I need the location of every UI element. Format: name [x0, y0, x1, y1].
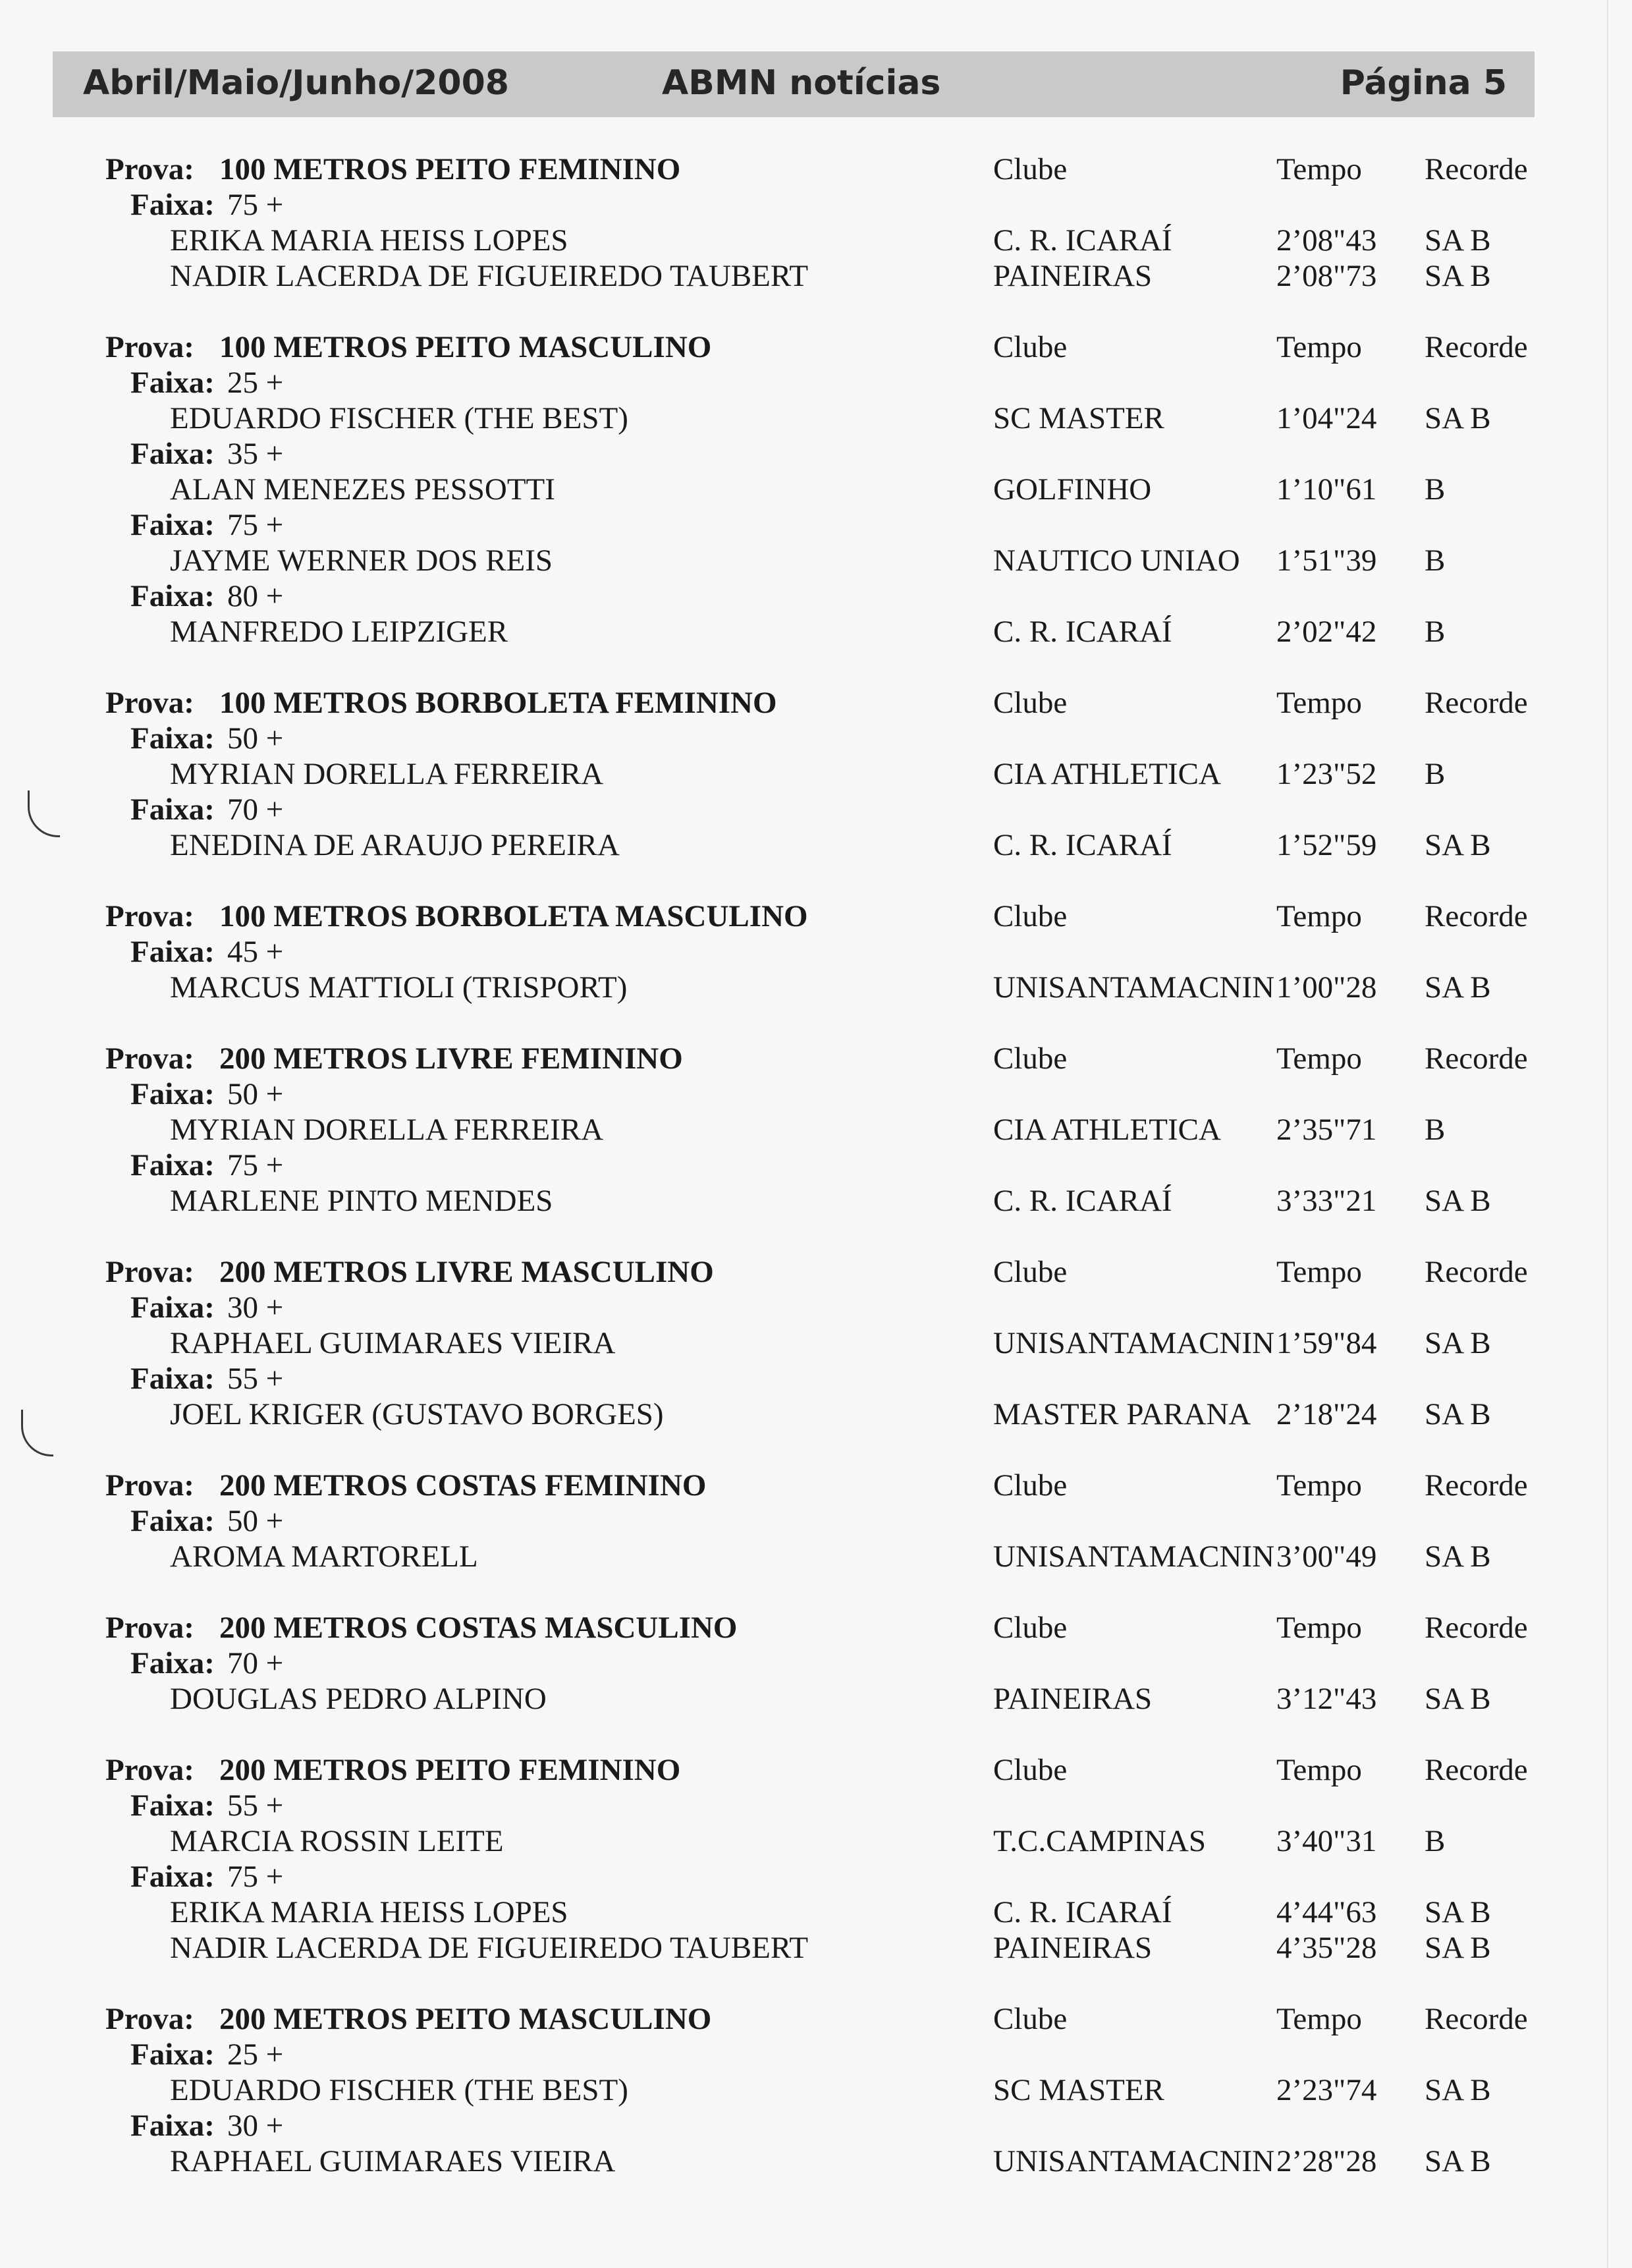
swimmer-name: MARCUS MATTIOLI (TRISPORT): [170, 970, 628, 1005]
column-header-clube: Clube: [993, 1255, 1068, 1289]
column-header-recorde: Recorde: [1425, 2002, 1528, 2036]
swimmer-name: MYRIAN DORELLA FERREIRA: [170, 1113, 604, 1147]
column-header-clube: Clube: [993, 330, 1068, 364]
faixa-label: Faixa:: [130, 1788, 215, 1823]
faixa-label: Faixa:: [130, 1077, 215, 1111]
column-header-tempo: Tempo: [1276, 2002, 1362, 2036]
age-group-row: [0, 1148, 1632, 1183]
club-name: CIA ATHLETICA: [993, 1113, 1221, 1147]
event-block: [0, 152, 1632, 294]
swim-time: 1’23"52: [1276, 757, 1377, 791]
swimmer-name: EDUARDO FISCHER (THE BEST): [170, 2073, 628, 2107]
club-name: UNISANTAMACNIN: [993, 2144, 1275, 2178]
event-spacer: [0, 1219, 1632, 1254]
age-group-row: [0, 1361, 1632, 1397]
age-group-row: [0, 1503, 1632, 1539]
column-header-tempo: Tempo: [1276, 152, 1362, 186]
swimmer-name: ERIKA MARIA HEISS LOPES: [170, 223, 568, 258]
record-code: SA B: [1425, 259, 1491, 293]
age-group-row: [0, 792, 1632, 827]
result-row: [0, 1397, 1632, 1432]
event-header: [0, 152, 1632, 187]
swimmer-name: RAPHAEL GUIMARAES VIEIRA: [170, 1326, 616, 1360]
result-row: [0, 2072, 1632, 2108]
event-header: [0, 2001, 1632, 2037]
record-code: SA B: [1425, 401, 1491, 435]
swim-time: 3’00"49: [1276, 1539, 1377, 1574]
swim-time: 3’12"43: [1276, 1682, 1377, 1716]
club-name: NAUTICO UNIAO: [993, 543, 1240, 578]
prova-label: Prova:: [105, 899, 194, 933]
club-name: C. R. ICARAÍ: [993, 1184, 1172, 1218]
event-name: 100 METROS BORBOLETA MASCULINO: [219, 899, 808, 933]
result-row: [0, 223, 1632, 258]
prova-label: Prova:: [105, 1611, 194, 1645]
event-spacer: [0, 1005, 1632, 1041]
prova-label: Prova:: [105, 1255, 194, 1289]
faixa-label: Faixa:: [130, 935, 215, 969]
faixa-label: Faixa:: [130, 1504, 215, 1538]
swim-time: 2’35"71: [1276, 1113, 1377, 1147]
column-header-recorde: Recorde: [1425, 1753, 1528, 1787]
swim-time: 2’18"24: [1276, 1397, 1377, 1431]
prova-label: Prova:: [105, 152, 194, 186]
header-date: Abril/Maio/Junho/2008: [83, 63, 509, 103]
event-header: [0, 685, 1632, 721]
club-name: C. R. ICARAÍ: [993, 1895, 1172, 1929]
event-name: 100 METROS PEITO FEMININO: [219, 152, 681, 186]
record-code: SA B: [1425, 1539, 1491, 1574]
header-title: ABMN notícias: [662, 63, 941, 103]
result-row: [0, 1325, 1632, 1361]
club-name: PAINEIRAS: [993, 1682, 1153, 1716]
event-name: 100 METROS BORBOLETA FEMININO: [219, 686, 777, 720]
age-group-value: 75 +: [227, 508, 284, 542]
swim-time: 1’59"84: [1276, 1326, 1377, 1360]
event-block: [0, 1254, 1632, 1432]
age-group-row: [0, 507, 1632, 543]
event-block: [0, 1468, 1632, 1574]
faixa-label: Faixa:: [130, 1646, 215, 1680]
column-header-clube: Clube: [993, 1611, 1068, 1645]
swim-time: 4’44"63: [1276, 1895, 1377, 1929]
swimmer-name: EDUARDO FISCHER (THE BEST): [170, 401, 628, 435]
age-group-row: [0, 934, 1632, 970]
record-code: SA B: [1425, 1326, 1491, 1360]
record-code: SA B: [1425, 1184, 1491, 1218]
age-group-row: [0, 1290, 1632, 1325]
event-block: [0, 1752, 1632, 1966]
swim-time: 4’35"28: [1276, 1931, 1377, 1965]
age-group-row: [0, 721, 1632, 756]
swimmer-name: DOUGLAS PEDRO ALPINO: [170, 1682, 547, 1716]
result-row: [0, 2144, 1632, 2179]
faixa-label: Faixa:: [130, 437, 215, 471]
swimmer-name: AROMA MARTORELL: [170, 1539, 478, 1574]
column-header-tempo: Tempo: [1276, 1255, 1362, 1289]
record-code: SA B: [1425, 970, 1491, 1005]
age-group-value: 35 +: [227, 437, 284, 471]
club-name: GOLFINHO: [993, 472, 1152, 507]
page-edge: [1607, 0, 1608, 2268]
prova-label: Prova:: [105, 330, 194, 364]
age-group-value: 50 +: [227, 1504, 284, 1538]
column-header-clube: Clube: [993, 152, 1068, 186]
club-name: UNISANTAMACNIN: [993, 1326, 1275, 1360]
faixa-label: Faixa:: [130, 1290, 215, 1325]
column-header-tempo: Tempo: [1276, 899, 1362, 933]
column-header-clube: Clube: [993, 899, 1068, 933]
swimmer-name: MANFREDO LEIPZIGER: [170, 615, 508, 649]
record-code: SA B: [1425, 223, 1491, 258]
swimmer-name: ERIKA MARIA HEISS LOPES: [170, 1895, 568, 1929]
swim-time: 2’08"73: [1276, 259, 1377, 293]
event-name: 200 METROS LIVRE MASCULINO: [219, 1255, 714, 1289]
event-name: 200 METROS COSTAS MASCULINO: [219, 1611, 738, 1645]
result-row: [0, 1539, 1632, 1574]
event-name: 200 METROS COSTAS FEMININO: [219, 1468, 707, 1503]
age-group-value: 55 +: [227, 1362, 284, 1396]
record-code: B: [1425, 757, 1446, 791]
club-name: C. R. ICARAÍ: [993, 615, 1172, 649]
swimmer-name: MARLENE PINTO MENDES: [170, 1184, 553, 1218]
swim-time: 1’04"24: [1276, 401, 1377, 435]
age-group-value: 70 +: [227, 1646, 284, 1680]
result-row: [0, 614, 1632, 650]
club-name: SC MASTER: [993, 2073, 1164, 2107]
column-header-tempo: Tempo: [1276, 1041, 1362, 1076]
club-name: SC MASTER: [993, 401, 1164, 435]
club-name: C. R. ICARAÍ: [993, 223, 1172, 258]
column-header-recorde: Recorde: [1425, 1468, 1528, 1503]
prova-label: Prova:: [105, 686, 194, 720]
faixa-label: Faixa:: [130, 1148, 215, 1182]
age-group-value: 75 +: [227, 1860, 284, 1894]
swim-time: 1’52"59: [1276, 828, 1377, 862]
faixa-label: Faixa:: [130, 1860, 215, 1894]
faixa-label: Faixa:: [130, 579, 215, 613]
swim-time: 3’33"21: [1276, 1184, 1377, 1218]
faixa-label: Faixa:: [130, 1362, 215, 1396]
record-code: SA B: [1425, 1931, 1491, 1965]
swim-time: 1’51"39: [1276, 543, 1377, 578]
record-code: B: [1425, 543, 1446, 578]
age-group-row: [0, 1788, 1632, 1823]
club-name: UNISANTAMACNIN: [993, 970, 1275, 1005]
result-row: [0, 1895, 1632, 1930]
column-header-recorde: Recorde: [1425, 686, 1528, 720]
age-group-value: 45 +: [227, 935, 284, 969]
column-header-tempo: Tempo: [1276, 1753, 1362, 1787]
age-group-row: [0, 1646, 1632, 1681]
event-spacer: [0, 1717, 1632, 1752]
record-code: SA B: [1425, 1895, 1491, 1929]
column-header-clube: Clube: [993, 1468, 1068, 1503]
age-group-row: [0, 187, 1632, 223]
result-row: [0, 472, 1632, 507]
event-name: 100 METROS PEITO MASCULINO: [219, 330, 712, 364]
record-code: B: [1425, 615, 1446, 649]
event-block: [0, 2001, 1632, 2179]
result-row: [0, 1112, 1632, 1148]
header-page-number: Página 5: [1340, 63, 1507, 103]
age-group-row: [0, 1859, 1632, 1895]
event-name: 200 METROS PEITO MASCULINO: [219, 2002, 712, 2036]
column-header-recorde: Recorde: [1425, 330, 1528, 364]
age-group-row: [0, 2108, 1632, 2144]
age-group-row: [0, 578, 1632, 614]
result-row: [0, 1681, 1632, 1717]
result-row: [0, 401, 1632, 436]
column-header-clube: Clube: [993, 1041, 1068, 1076]
club-name: MASTER PARANA: [993, 1397, 1251, 1431]
age-group-value: 75 +: [227, 188, 284, 222]
event-spacer: [0, 1966, 1632, 2001]
record-code: SA B: [1425, 828, 1491, 862]
swim-time: 2’02"42: [1276, 615, 1377, 649]
swim-time: 1’10"61: [1276, 472, 1377, 507]
swimmer-name: JOEL KRIGER (GUSTAVO BORGES): [170, 1397, 664, 1431]
event-header: [0, 1752, 1632, 1788]
column-header-clube: Clube: [993, 1753, 1068, 1787]
faixa-label: Faixa:: [130, 792, 215, 827]
record-code: SA B: [1425, 2073, 1491, 2107]
event-name: 200 METROS LIVRE FEMININO: [219, 1041, 683, 1076]
faixa-label: Faixa:: [130, 366, 215, 400]
column-header-recorde: Recorde: [1425, 152, 1528, 186]
event-header: [0, 1610, 1632, 1646]
age-group-row: [0, 2037, 1632, 2072]
column-header-recorde: Recorde: [1425, 1611, 1528, 1645]
event-header: [0, 899, 1632, 934]
record-code: SA B: [1425, 2144, 1491, 2178]
event-block: [0, 1041, 1632, 1219]
column-header-tempo: Tempo: [1276, 1468, 1362, 1503]
swimmer-name: ALAN MENEZES PESSOTTI: [170, 472, 555, 507]
result-row: [0, 1823, 1632, 1859]
faixa-label: Faixa:: [130, 2109, 215, 2143]
event-spacer: [0, 863, 1632, 899]
column-header-recorde: Recorde: [1425, 1255, 1528, 1289]
event-header: [0, 1041, 1632, 1076]
swimmer-name: RAPHAEL GUIMARAES VIEIRA: [170, 2144, 616, 2178]
prova-label: Prova:: [105, 1468, 194, 1503]
column-header-tempo: Tempo: [1276, 330, 1362, 364]
club-name: PAINEIRAS: [993, 1931, 1153, 1965]
club-name: PAINEIRAS: [993, 259, 1153, 293]
event-header: [0, 329, 1632, 365]
age-group-value: 70 +: [227, 792, 284, 827]
result-row: [0, 970, 1632, 1005]
record-code: B: [1425, 1824, 1446, 1858]
record-code: SA B: [1425, 1397, 1491, 1431]
swim-time: 2’23"74: [1276, 2073, 1377, 2107]
swimmer-name: JAYME WERNER DOS REIS: [170, 543, 553, 578]
club-name: T.C.CAMPINAS: [993, 1824, 1206, 1858]
record-code: SA B: [1425, 1682, 1491, 1716]
event-spacer: [0, 1574, 1632, 1610]
swimmer-name: ENEDINA DE ARAUJO PEREIRA: [170, 828, 620, 862]
event-spacer: [0, 294, 1632, 329]
age-group-value: 25 +: [227, 2037, 284, 2072]
age-group-value: 50 +: [227, 721, 284, 756]
result-row: [0, 1183, 1632, 1219]
column-header-recorde: Recorde: [1425, 899, 1528, 933]
age-group-row: [0, 1076, 1632, 1112]
column-header-recorde: Recorde: [1425, 1041, 1528, 1076]
club-name: C. R. ICARAÍ: [993, 828, 1172, 862]
age-group-value: 80 +: [227, 579, 284, 613]
age-group-value: 50 +: [227, 1077, 284, 1111]
event-block: [0, 329, 1632, 650]
prova-label: Prova:: [105, 1753, 194, 1787]
club-name: UNISANTAMACNIN: [993, 1539, 1275, 1574]
age-group-row: [0, 436, 1632, 472]
event-block: [0, 899, 1632, 1005]
record-code: B: [1425, 1113, 1446, 1147]
result-row: [0, 1930, 1632, 1966]
swimmer-name: NADIR LACERDA DE FIGUEIREDO TAUBERT: [170, 259, 809, 293]
result-row: [0, 543, 1632, 578]
event-header: [0, 1254, 1632, 1290]
swimmer-name: MYRIAN DORELLA FERREIRA: [170, 757, 604, 791]
column-header-clube: Clube: [993, 686, 1068, 720]
prova-label: Prova:: [105, 1041, 194, 1076]
age-group-value: 75 +: [227, 1148, 284, 1182]
age-group-value: 25 +: [227, 366, 284, 400]
column-header-clube: Clube: [993, 2002, 1068, 2036]
results-list: [0, 152, 1632, 2179]
faixa-label: Faixa:: [130, 721, 215, 756]
faixa-label: Faixa:: [130, 188, 215, 222]
faixa-label: Faixa:: [130, 2037, 215, 2072]
swim-time: 2’08"43: [1276, 223, 1377, 258]
column-header-tempo: Tempo: [1276, 686, 1362, 720]
swim-time: 2’28"28: [1276, 2144, 1377, 2178]
event-block: [0, 1610, 1632, 1717]
age-group-value: 30 +: [227, 2109, 284, 2143]
swimmer-name: MARCIA ROSSIN LEITE: [170, 1824, 504, 1858]
result-row: [0, 258, 1632, 294]
age-group-row: [0, 365, 1632, 401]
event-block: [0, 685, 1632, 863]
faixa-label: Faixa:: [130, 508, 215, 542]
event-header: [0, 1468, 1632, 1503]
swim-time: 1’00"28: [1276, 970, 1377, 1005]
event-spacer: [0, 650, 1632, 685]
result-row: [0, 756, 1632, 792]
swimmer-name: NADIR LACERDA DE FIGUEIREDO TAUBERT: [170, 1931, 809, 1965]
result-row: [0, 827, 1632, 863]
age-group-value: 30 +: [227, 1290, 284, 1325]
event-spacer: [0, 1432, 1632, 1468]
age-group-value: 55 +: [227, 1788, 284, 1823]
swim-time: 3’40"31: [1276, 1824, 1377, 1858]
club-name: CIA ATHLETICA: [993, 757, 1221, 791]
column-header-tempo: Tempo: [1276, 1611, 1362, 1645]
record-code: B: [1425, 472, 1446, 507]
prova-label: Prova:: [105, 2002, 194, 2036]
event-name: 200 METROS PEITO FEMININO: [219, 1753, 681, 1787]
page-header: [53, 51, 1535, 117]
